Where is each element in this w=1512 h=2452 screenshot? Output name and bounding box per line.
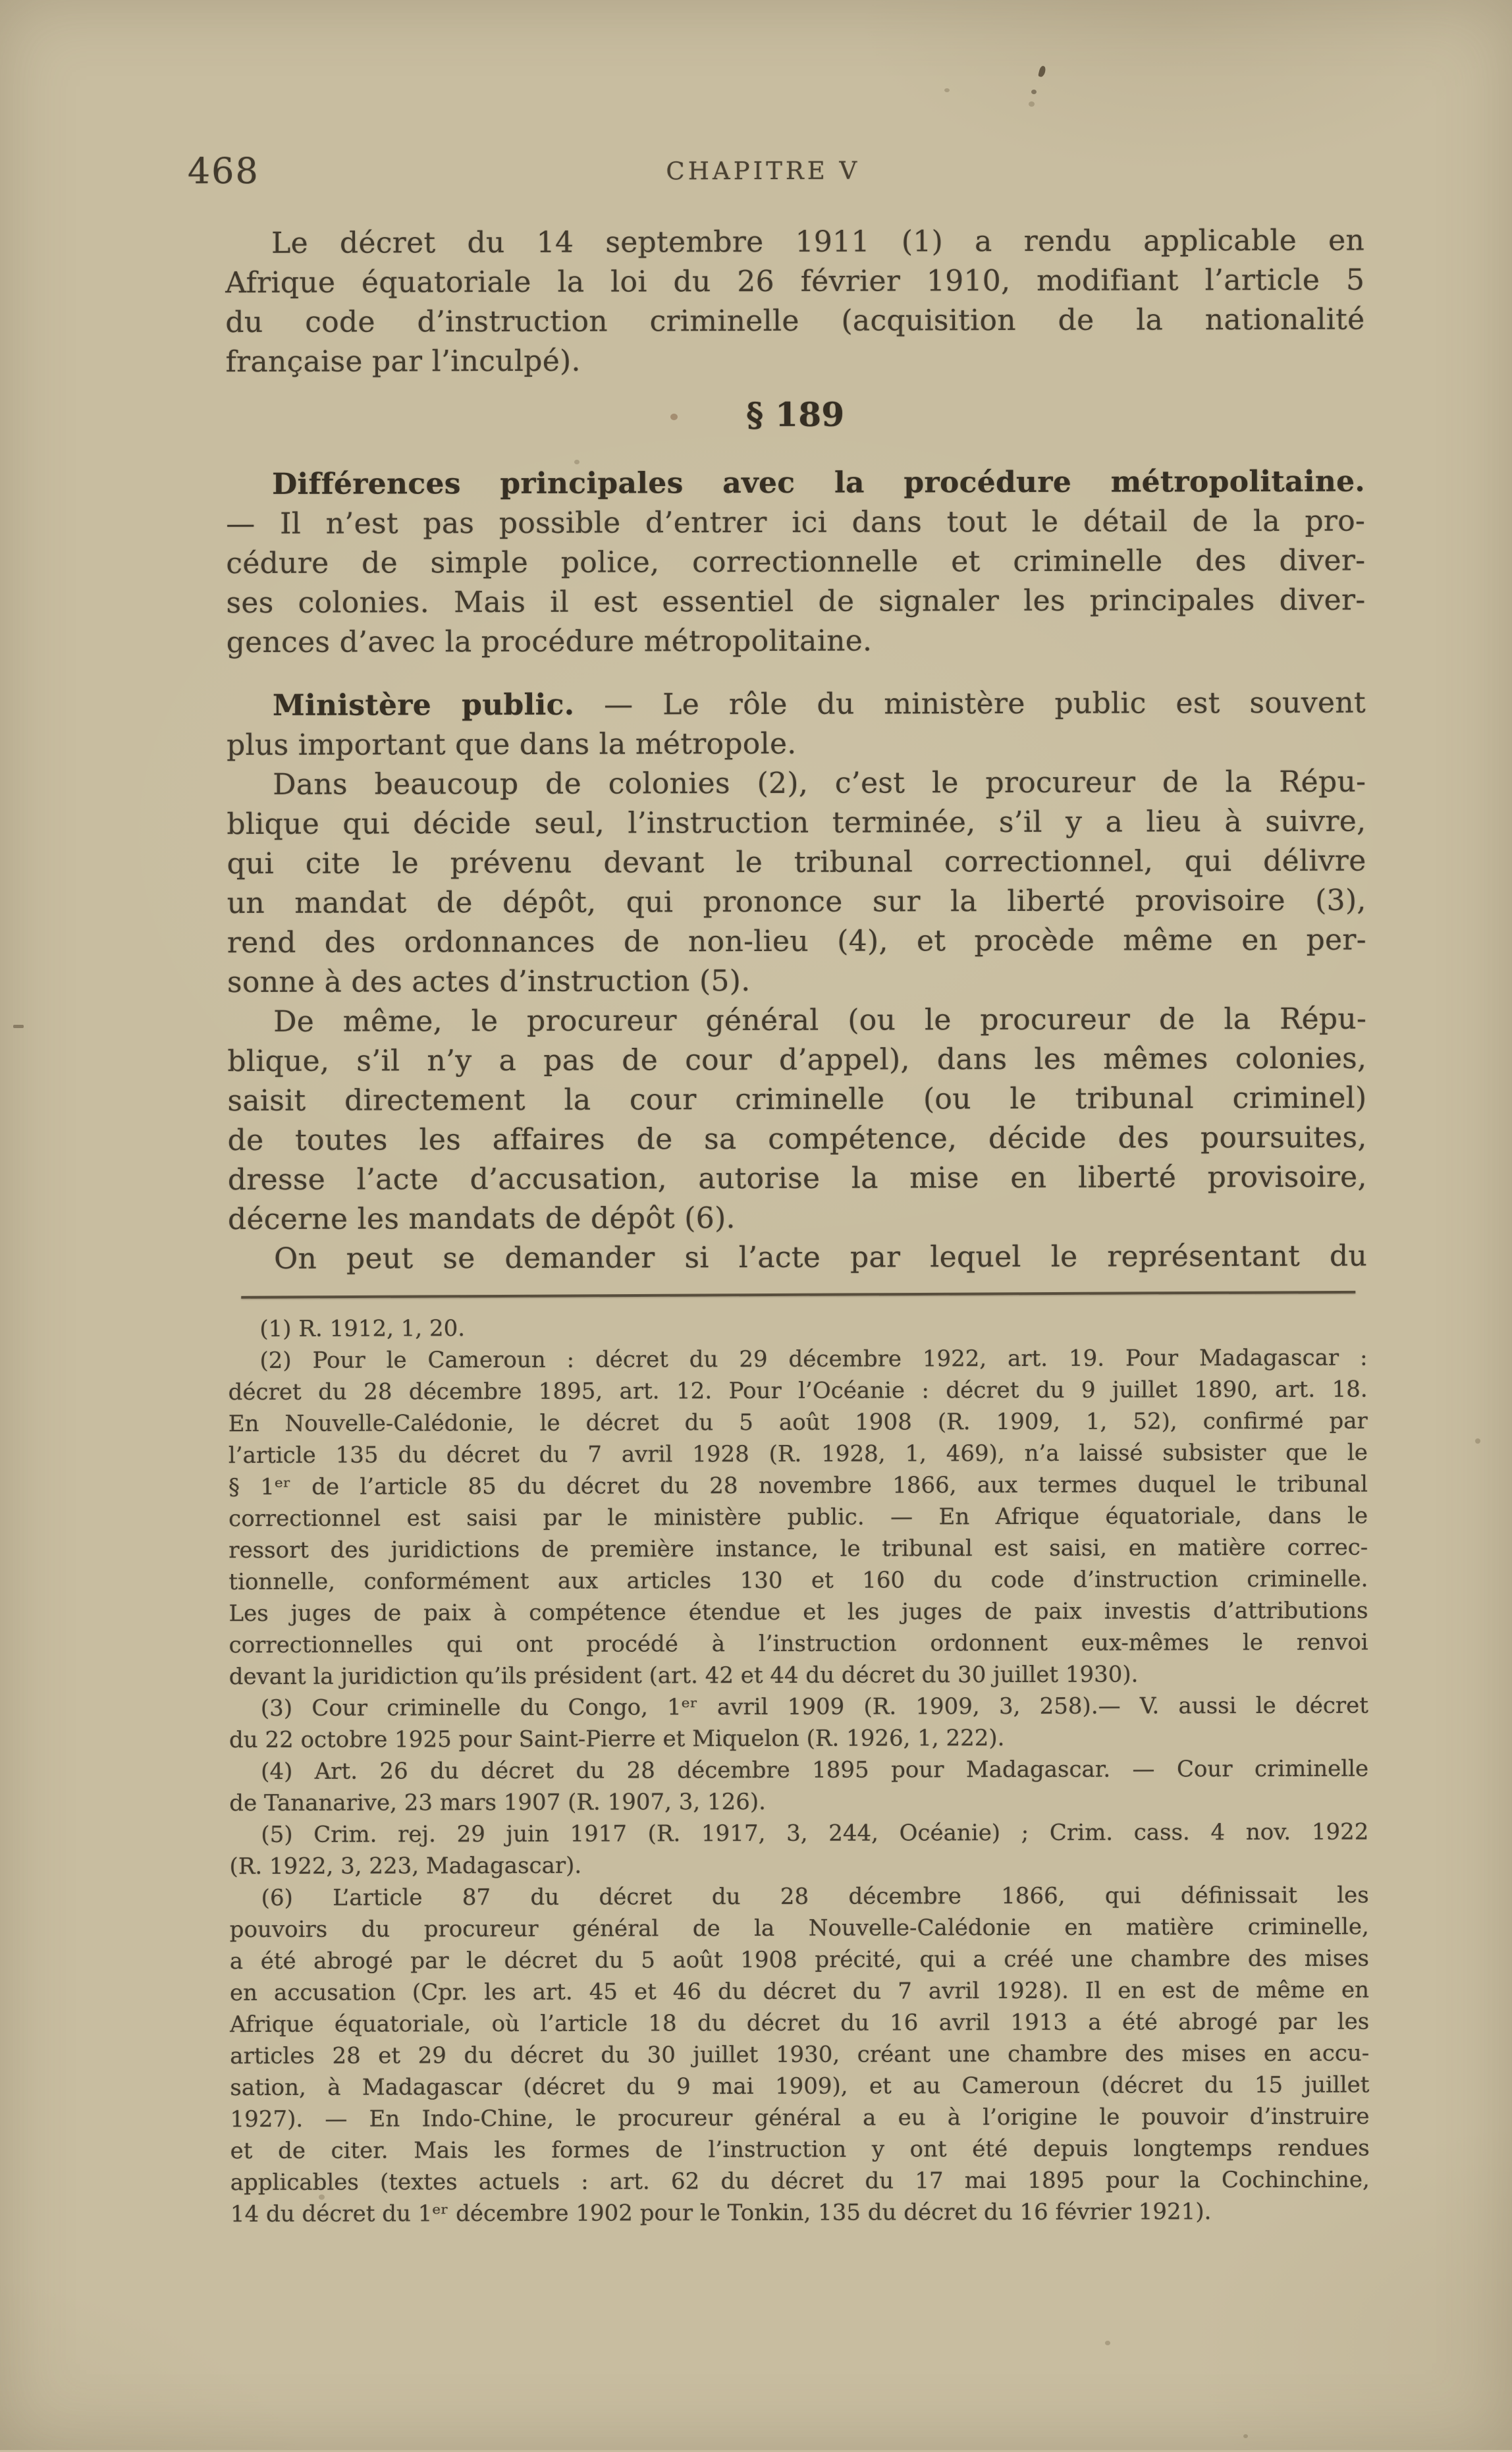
footnote-line: correctionnel est saisi par le ministère public. — En Afrique équatoriale, dans le	[229, 1502, 1368, 1533]
footnote-line: ressort des juridictions de première instance, le tribunal est saisi, en matière correc-	[229, 1534, 1368, 1564]
text-line: gences d’avec la procédure métropolitaine.	[226, 624, 873, 660]
footnote-line: En Nouvelle-Calédonie, le décret du 5 août 1908 (R. 1909, 1, 52), confirmé par	[228, 1407, 1368, 1438]
footnote-4	[229, 1753, 1368, 1820]
footnote-line: décret du 28 décembre 1895, art. 12. Pour l’Océanie : décret du 9 juillet 1890, art. 18.	[228, 1376, 1368, 1406]
paragraph-procureur-general	[227, 1000, 1367, 1240]
footnote-line: applicables (textes actuels : art. 62 du décret du 17 mai 1895 pour la Cochinchine,	[230, 2166, 1370, 2196]
text-line: On peut se demander si l’acte par lequel le représentant du	[274, 1239, 1368, 1276]
text-line: rend des ordonnances de non-lieu (4), et procède même en per-	[227, 923, 1366, 960]
footnote-line: (6) L’article 87 du décret du 28 décembre 1866, qui définissait les	[261, 1882, 1369, 1911]
page-number: 468	[187, 150, 259, 192]
text-line: Afrique équatoriale la loi du 26 février 1910, modifiant l’article 5	[225, 263, 1365, 300]
footnote-line: correctionnelles qui ont procédé à l’instruction ordonnent eux-mêmes le renvoi	[229, 1629, 1368, 1659]
paragraph-lead-bold: Ministère public.	[272, 688, 575, 722]
main-text-block	[225, 221, 1367, 1280]
text-run: — Le rôle du ministère public est souvent	[604, 686, 1366, 722]
text-line: de toutes les affaires de sa compétence, décide des poursuites,	[227, 1120, 1367, 1158]
paragraph-lead-bold: Différences principales avec la procédure métropolitaine.	[271, 464, 1366, 501]
text-line: un mandat de dépôt, qui prononce sur la liberté provisoire (3),	[227, 883, 1366, 921]
footnote-2	[228, 1342, 1368, 1693]
text-line: — Il n’est pas possible d’entrer ici dans tout le détail de la pro-	[226, 504, 1366, 541]
text-line: Dans beaucoup de colonies (2), c’est le procureur de la Répu-	[273, 765, 1366, 802]
footnote-line: de Tananarive, 23 mars 1907 (R. 1907, 3, 126).	[229, 1788, 766, 1817]
footnote-line: articles 28 et 29 du décret du 30 juillet 1930, créant une chambre des mises en accu-	[230, 2040, 1370, 2070]
footnote-line: tionnelle, conformément aux articles 130 et 160 du code d’instruction criminelle.	[229, 1566, 1368, 1596]
footnote-separator	[241, 1291, 1355, 1299]
footnote-line: (4) Art. 26 du décret du 28 décembre 1895 pour Madagascar. — Cour criminelle	[261, 1755, 1369, 1785]
footnote-line: § 1ᵉʳ de l’article 85 du décret du 28 novembre 1866, aux termes duquel le tribunal	[228, 1471, 1368, 1501]
section-heading: § 189	[745, 395, 845, 435]
text-line	[227, 684, 1366, 726]
footnote-line: du 22 octobre 1925 pour Saint-Pierre et Miquelon (R. 1926, 1, 222).	[229, 1725, 1005, 1754]
text-line: sonne à des actes d’instruction (5).	[227, 964, 751, 1000]
footnote-line: (3) Cour criminelle du Congo, 1ᵉʳ avril 1909 (R. 1909, 3, 258).— V. aussi le décret	[260, 1692, 1368, 1722]
footnote-line: (5) Crim. rej. 29 juin 1917 (R. 1917, 3, 244, Océanie) ; Crim. cass. 4 nov. 1922	[261, 1818, 1369, 1848]
footnote-line: (2) Pour le Cameroun : décret du 29 décembre 1922, art. 19. Pour Madagascar :	[259, 1344, 1368, 1374]
text-line: cédure de simple police, correctionnelle et criminelle des diver-	[226, 543, 1366, 581]
paragraph-on-peut	[228, 1237, 1367, 1280]
footnote-line: (1) R. 1912, 1, 20.	[259, 1315, 466, 1342]
footnote-5	[229, 1816, 1368, 1883]
text-line: ses colonies. Mais il est essentiel de signaler les principales diver-	[226, 583, 1366, 620]
text-line: blique, s’il n’y a pas de cour d’appel), dans les mêmes colonies,	[227, 1041, 1367, 1079]
footnote-line: 14 du décret du 1ᵉʳ décembre 1902 pour le Tonkin, 135 du décret du 16 février 1921).	[230, 2198, 1212, 2228]
text-line: De même, le procureur général (ou le procureur de la Répu-	[273, 1002, 1367, 1039]
text-line: saisit directement la cour criminelle (ou le tribunal criminel)	[227, 1081, 1367, 1118]
paragraph-differences	[226, 462, 1366, 663]
text-line: du code d’instruction criminelle (acquisition de la nationalité	[225, 302, 1365, 340]
footnote-line: a été abrogé par le décret du 5 août 1908 précité, qui a créé une chambre des mises	[229, 1945, 1369, 1975]
footnote-line: devant la juridiction qu’ils président (art. 42 et 44 du décret du 30 juillet 1930).	[229, 1661, 1139, 1691]
footnote-line: en accusation (Cpr. les art. 45 et 46 du décret du 7 avril 1928). Il en est de même en	[229, 1976, 1370, 2007]
text-line: dresse l’acte d’accusation, autorise la mise en liberté provisoire,	[227, 1160, 1367, 1197]
text-line: française par l’inculpé).	[225, 344, 581, 379]
footnote-line: sation, à Madagascar (décret du 9 mai 1909), et au Cameroun (décret du 15 juillet	[230, 2071, 1370, 2102]
footnote-line: 1927). — En Indo-Chine, le procureur général a eu à l’origine le pouvoir d’instruire	[230, 2103, 1370, 2133]
footnote-3	[229, 1690, 1368, 1757]
paragraph-ministere-public	[227, 684, 1366, 766]
text-line: décerne les mandats de dépôt (6).	[227, 1201, 736, 1237]
footnotes-block	[228, 1311, 1370, 2231]
footnote-6	[230, 1880, 1370, 2231]
text-line: blique qui décide seul, l’instruction terminée, s’il y a lieu à suivre,	[227, 804, 1366, 842]
paragraph-procureur-republique	[227, 763, 1366, 1003]
text-line: qui cite le prévenu devant le tribunal correctionnel, qui délivre	[227, 844, 1366, 881]
text-line: Le décret du 14 septembre 1911 (1) a rendu applicable en	[271, 223, 1365, 260]
footnote-line: Afrique équatoriale, où l’article 18 du décret du 16 avril 1913 a été abrogé par les	[230, 2008, 1370, 2038]
footnote-1	[228, 1311, 1367, 1346]
footnote-line: Les juges de paix à compétence étendue et les juges de paix investis d’attributions	[229, 1597, 1368, 1627]
footnote-line: et de citer. Mais les formes de l’instruction y ont été depuis longtemps rendues	[230, 2135, 1370, 2165]
footnote-line: (R. 1922, 3, 223, Madagascar).	[229, 1852, 582, 1880]
paragraph-decret-1911	[225, 221, 1365, 383]
footnote-line: pouvoirs du procureur général de la Nouvelle-Calédonie en matière criminelle,	[229, 1913, 1369, 1944]
footnote-line: l’article 135 du décret du 7 avril 1928 (R. 1928, 1, 469), n’a laissé subsister que le	[228, 1439, 1368, 1469]
running-title: CHAPITRE V	[666, 156, 861, 186]
text-line: plus important que dans la métropole.	[226, 726, 797, 763]
